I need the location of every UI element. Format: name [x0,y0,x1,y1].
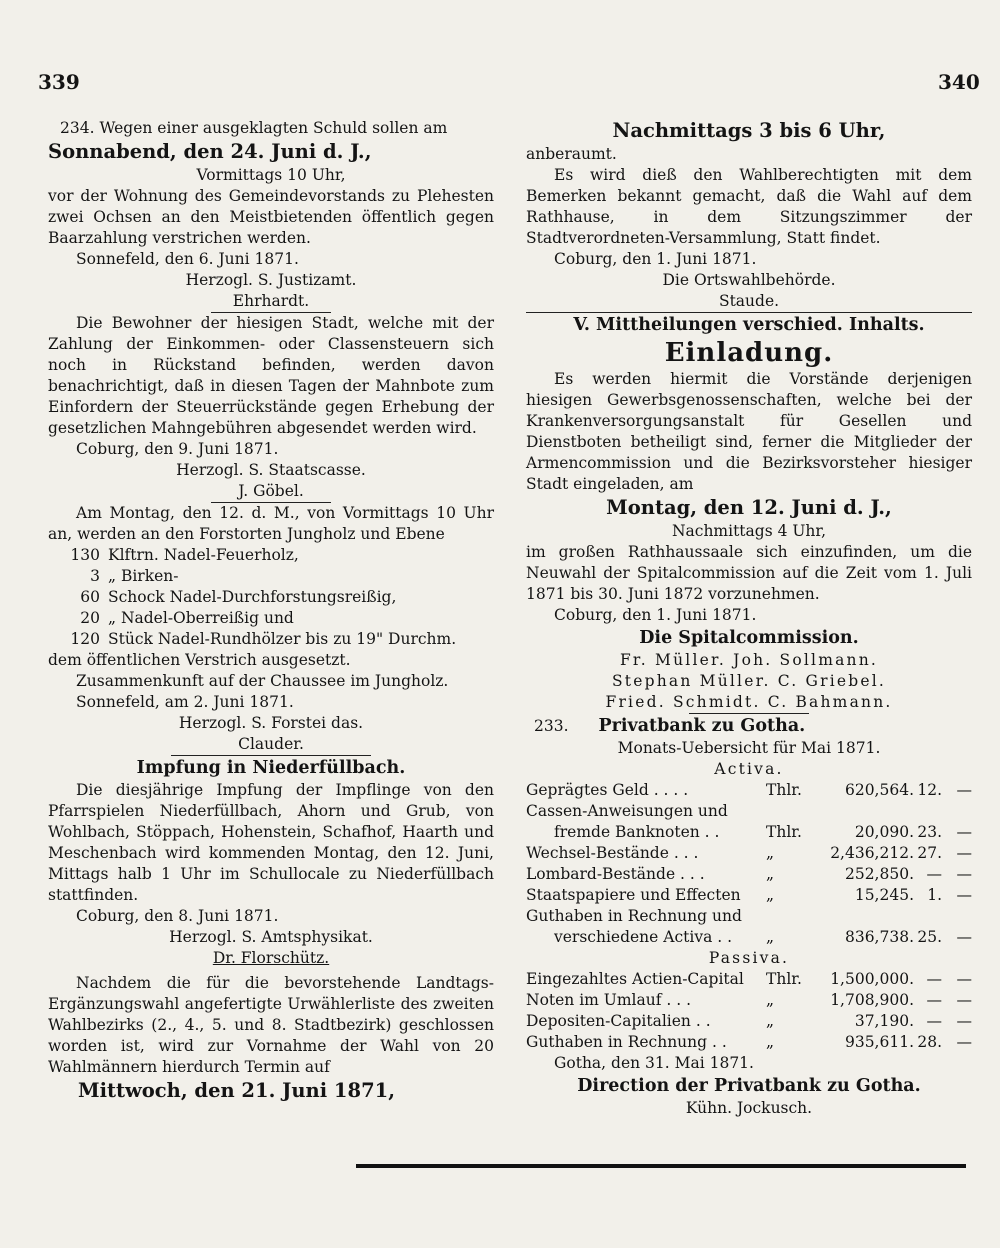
table-row: Depositen-Capitalien . . „ 37,190. — — [526,1012,972,1030]
notice-234-place: Sonnefeld, den 6. Juni 1871. [76,250,299,268]
table-row: Geprägtes Geld . . . . Thlr. 620,564. 12. — [526,781,972,799]
forst-item: 20 „ Nadel-Oberreißig und [80,609,294,627]
bank-place: Gotha, den 31. Mai 1871. [554,1054,754,1072]
einladung-body: Es werden hiermit die Vorstände derjenigen hiesigen Gewerbsgenossenschaften, welche bei der Krankenversorgungsanstalt für Gesellen und Dienstboten betheiligt sind, ferner die Mitglieder der Armencommission und die Bezirksvorsteher hiesiger Stadt eingeladen, am [526,370,972,493]
bank-signature: Kühn. Jockusch. [685,1099,813,1117]
bank-heading [526,714,972,738]
notice-234-time: Vormittags 10 Uhr, [196,166,346,184]
table-row: Noten im Umlauf . . . „ 1,708,900. — — [526,991,972,1009]
stadt-notice-place: Coburg, den 9. Juni 1871. [76,440,279,458]
einladung-names: Fr. Müller. Joh. Sollmann. [619,651,879,669]
bank-number: 233. [534,717,569,735]
wahl-notice-signature: Staude. [718,292,780,310]
forst-item: 3 „ Birken- [90,567,179,585]
forst-notice-after: dem öffentlichen Verstrich ausgesetzt. [48,651,351,669]
activa-heading: Activa. [714,760,784,778]
impf-notice-title: Impfung in Niederfüllbach. [136,758,406,778]
left-column [48,118,494,1104]
notice-234-intro: 234. Wegen einer ausgeklagten Schuld sollen am [60,119,448,137]
stadt-notice-authority: Herzogl. S. Staatscasse. [176,461,366,479]
page-number-right: 340 [938,70,980,94]
einladung-date: Montag, den 12. Juni d. J., [606,496,892,519]
table-row: Cassen-Anweisungen und [526,802,728,820]
einladung-title: Einladung. [664,338,834,368]
passiva-table [526,969,972,1053]
forst-item: 120 Stück Nadel-Rundhölzer bis zu 19" Durchm. [70,630,457,648]
forst-notice-meeting: Zusammenkunft auf der Chaussee im Jungholz. [76,672,449,690]
bank-title: Privatbank zu Gotha. [598,716,806,736]
section-five-heading: V. Mittheilungen verschied. Inhalts. [573,315,925,335]
activa-table [526,780,972,948]
forst-item: 60 Schock Nadel-Durchforstungsreißig, [80,588,397,606]
table-row: Eingezahltes Actien-Capital Thlr. 1,500,000. — — [526,970,972,988]
table-row: fremde Banknoten . . Thlr. 20,090. 23. — [554,823,972,841]
einladung-body2: im großen Rathhaussaale sich einzufinden, um die Neuwahl der Spitalcommission auf die Zeit vom 1. Juli 1871 bis 30. Juni 1872 vorzunehmen. [526,543,972,603]
impf-notice-authority: Herzogl. S. Amtsphysikat. [169,928,373,946]
wahl-notice-body: Nachdem die für die bevorstehende Landtags-Ergänzungswahl angefertigte Urwählerliste des zweiten Wahlbezirks (2., 4., 5. und 8. Stadtbezirk) geschlossen worden ist, wird zur Vornahme der Wahl von 20 Wahlmännern hierdurch Termin auf [48,974,494,1076]
bank-subtitle: Monats-Uebersicht für Mai 1871. [617,739,881,757]
forst-notice-authority: Herzogl. S. Forstei das. [178,714,364,732]
forst-notice-intro: Am Montag, den 12. d. M., von Vormittags 10 Uhr an, werden an den Forstorten Jungholz und Ebene [48,504,494,543]
table-row: Guthaben in Rechnung und [526,907,742,925]
forst-item-list [48,545,494,650]
notice-234-authority: Herzogl. S. Justizamt. [185,271,357,289]
einladung-authority: Die Spitalcommission. [639,628,859,648]
stadt-notice-body: Die Bewohner der hiesigen Stadt, welche mit der Zahlung der Einkommen- oder Classensteuern sich noch in Rückstand befinden, werden davon benachrichtigt, daß in diesen Tagen der Mahnbote zum Einfordern der Steuerrückstände gegen Erhebung der gesetzlichen Mahngebühren abgesendet werden wird. [48,314,494,437]
notice-234-date: Sonnabend, den 24. Juni d. J., [48,140,372,163]
table-row: Staatspapiere und Effecten „ 15,245. 1. — [526,886,972,904]
bottom-rule [356,1164,966,1168]
wahl-notice-place: Coburg, den 1. Juni 1871. [554,250,757,268]
impf-notice-body: Die diesjährige Impfung der Impflinge von den Pfarrspielen Niederfüllbach, Ahorn und Grub, von Wohlbach, Stöppach, Hohenstein, Schafhof, Haarth und Meschenbach wird kommenden Montag, den 12. Juni, Mittags halb 1 Uhr im Schullocale zu Niederfüllbach stattfinden. [48,781,494,904]
wahl-notice-time: Nachmittags 3 bis 6 Uhr, [612,119,886,142]
page-number-left: 339 [38,70,80,94]
notice-234-signature: Ehrhardt. [232,292,310,310]
wahl-notice-body2: Es wird dieß den Wahlberechtigten mit dem Bemerken bekannt gemacht, daß die Wahl auf dem Rathhause, in dem Sitzungszimmer der Stadtverordneten-Versammlung, Statt findet. [526,166,972,247]
right-column [526,118,972,1119]
forst-notice-signature: Clauder. [238,735,304,753]
forst-notice-place: Sonnefeld, am 2. Juni 1871. [76,693,294,711]
impf-notice-place: Coburg, den 8. Juni 1871. [76,907,279,925]
wahl-notice-cont: anberaumt. [526,145,617,163]
einladung-place: Coburg, den 1. Juni 1871. [554,606,757,624]
bank-authority: Direction der Privatbank zu Gotha. [577,1076,921,1096]
stadt-notice-signature: J. Göbel. [238,482,304,500]
table-row: Lombard-Bestände . . . „ 252,850. — — [526,865,972,883]
einladung-time: Nachmittags 4 Uhr, [671,522,827,540]
passiva-heading: Passiva. [708,949,790,967]
table-row: Wechsel-Bestände . . . „ 2,436,212. 27. — [526,844,972,862]
forst-item: 130 Klftrn. Nadel-Feuerholz, [70,546,299,564]
table-row: Guthaben in Rechnung . . „ 935,611. 28. — [526,1033,972,1051]
table-row: verschiedene Activa . . „ 836,738. 25. — [554,928,972,946]
wahl-notice-date: Mittwoch, den 21. Juni 1871, [78,1079,395,1102]
wahl-notice-authority: Die Ortswahlbehörde. [662,271,836,289]
notice-234-body: vor der Wohnung des Gemeindevorstands zu Plehesten zwei Ochsen an den Meistbietenden öffentlich gegen Baarzahlung verstrichen werden. [48,187,494,247]
impf-notice-signature: Dr. Florschütz. [212,949,330,967]
einladung-names: Stephan Müller. C. Griebel. [611,672,887,690]
einladung-names: Fried. Schmidt. C. Bahmann. [605,693,893,711]
